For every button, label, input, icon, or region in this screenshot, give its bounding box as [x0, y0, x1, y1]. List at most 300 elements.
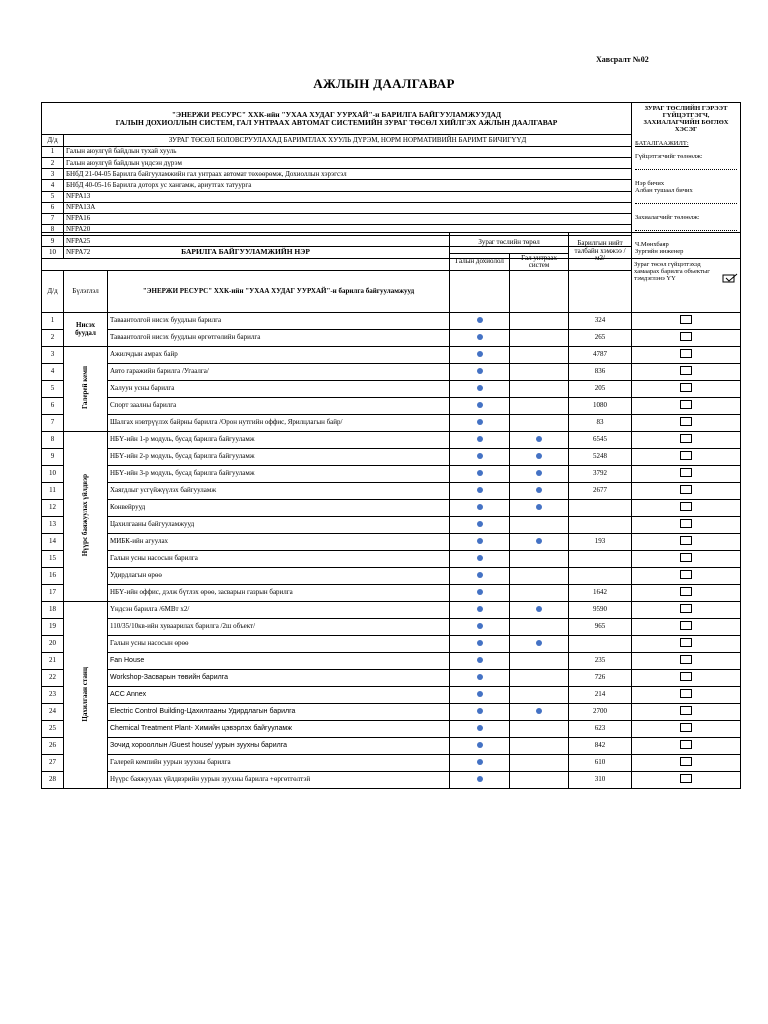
table-row — [42, 704, 741, 721]
norm-no: 7 — [42, 213, 64, 224]
fire-suppression-cell — [510, 534, 569, 551]
fire-alarm-marker — [477, 759, 483, 765]
norm-no: 10 — [42, 247, 64, 258]
fire-alarm-cell — [450, 500, 510, 517]
check-header: Зураг төсөл гүйцэтгэхэд хамаарах барилга объектыг тэмдэглэнэ ҮҮ — [634, 261, 710, 282]
norm-text: NFPA13A — [64, 202, 632, 213]
fire-alarm-marker — [477, 487, 483, 493]
table-row — [42, 670, 741, 687]
area-value — [569, 517, 632, 534]
building-name: Electric Control Building-Цахилгааны Удирдлагын барилга — [108, 704, 450, 721]
norm-text: NFPA25 — [64, 236, 632, 247]
area-value: 965 — [569, 619, 632, 636]
fire-suppression-cell — [510, 381, 569, 398]
building-name: НБҮ-ийн 2-р модуль, бусад барилга байгууламж — [108, 449, 450, 466]
building-name: Үндсэн барилга /6МВт x2/ — [108, 602, 450, 619]
select-cell — [632, 636, 741, 653]
row-number: 2 — [42, 330, 64, 347]
select-cell — [632, 398, 741, 415]
building-name: НБҮ-ийн 1-р модуль, бусад барилга байгууламж — [108, 432, 450, 449]
area-value: 6545 — [569, 432, 632, 449]
table-row — [42, 772, 741, 789]
table-row — [42, 585, 741, 602]
fire-alarm-marker — [477, 640, 483, 646]
select-cell — [632, 738, 741, 755]
select-cell — [632, 687, 741, 704]
select-checkbox[interactable] — [680, 519, 692, 528]
fire-suppression-marker — [536, 436, 542, 442]
building-name: Хаягдлыг усгүйжүүлэх байгууламж — [108, 483, 450, 500]
select-checkbox[interactable] — [680, 536, 692, 545]
select-checkbox[interactable] — [680, 502, 692, 511]
norm-no: 3 — [42, 169, 64, 180]
select-cell — [632, 551, 741, 568]
fire-suppression-cell — [510, 721, 569, 738]
table-row — [42, 738, 741, 755]
fire-alarm-marker — [477, 589, 483, 595]
norm-text: Галын аюулгүй байдлын үндсэн дүрэм — [64, 158, 632, 169]
fire-alarm-marker — [477, 742, 483, 748]
client-rep-label: Захиалагчийг төлөөлж: — [635, 214, 700, 222]
area-value: 83 — [569, 415, 632, 432]
fire-suppression-marker — [536, 606, 542, 612]
building-name: Авто гаражийн барилга /Угаалга/ — [108, 364, 450, 381]
fire-alarm-marker — [477, 657, 483, 663]
select-cell — [632, 381, 741, 398]
fire-suppression-cell — [510, 398, 569, 415]
building-name: Халуун усны барилга — [108, 381, 450, 398]
select-cell — [632, 432, 741, 449]
fire-alarm-marker — [477, 606, 483, 612]
fire-alarm-marker — [477, 402, 483, 408]
row-number: 12 — [42, 500, 64, 517]
select-checkbox[interactable] — [680, 655, 692, 664]
table-row — [42, 568, 741, 585]
fire-alarm-marker — [477, 453, 483, 459]
select-cell — [632, 772, 741, 789]
fire-alarm-cell — [450, 687, 510, 704]
select-cell — [632, 653, 741, 670]
row-number: 24 — [42, 704, 64, 721]
fire-suppression-marker — [536, 453, 542, 459]
norms-heading: ЗУРАГ ТӨСӨЛ БОЛОВСРУУЛАХАД БАРИМТЛАХ ХУУЛЬ ДҮРЭМ, НОРМ НОРМАТИВИЙН БАРИМТ БИЧИГҮҮД — [64, 135, 632, 147]
building-name-header: БАРИЛГА БАЙГУУЛАМЖИЙН НЭР — [42, 233, 450, 271]
select-checkbox[interactable] — [680, 332, 692, 341]
row-number: 28 — [42, 772, 64, 789]
norm-text: NFPA72 — [64, 247, 632, 258]
group-cell — [64, 347, 108, 432]
table-row — [42, 500, 741, 517]
building-name: Конвейрууд — [108, 500, 450, 517]
task-header-line2: ГАЛЫН ДОХИОЛЛЫН СИСТЕМ, ГАЛ УНТРААХ АВТОМАТ СИСТЕМИЙН ЗУРАГ ТӨСӨЛ ХИЙЛГЭХ АЖЛЫН ДААЛГАВАР — [115, 117, 558, 127]
norm-no: 6 — [42, 202, 64, 213]
row-number: 21 — [42, 653, 64, 670]
area-value — [569, 636, 632, 653]
select-cell — [632, 721, 741, 738]
fire-suppression-cell — [510, 704, 569, 721]
fire-alarm-marker — [477, 521, 483, 527]
select-cell — [632, 330, 741, 347]
select-cell — [632, 449, 741, 466]
fire-alarm-header: Галын дохиолол — [450, 254, 510, 271]
select-cell — [632, 602, 741, 619]
fire-alarm-marker — [477, 368, 483, 374]
row-number: 22 — [42, 670, 64, 687]
approval-title: ЗУРАГ ТӨСЛИЙН ГЭРЭЭТ ГҮЙЦЭТГЭГЧ, ЗАХИАЛАГЧИЙН БӨГЛӨХ ХЭСЭГ — [643, 105, 729, 134]
fire-suppression-cell — [510, 313, 569, 330]
area-value: 726 — [569, 670, 632, 687]
fire-suppression-header: Гал унтраах систем — [510, 254, 569, 271]
area-value: 1642 — [569, 585, 632, 602]
table-row — [42, 534, 741, 551]
fire-suppression-cell — [510, 432, 569, 449]
select-checkbox[interactable] — [680, 400, 692, 409]
select-checkbox[interactable] — [680, 638, 692, 647]
fire-alarm-marker — [477, 776, 483, 782]
table-row — [42, 517, 741, 534]
area-value: 214 — [569, 687, 632, 704]
area-value: 324 — [569, 313, 632, 330]
fire-alarm-cell — [450, 755, 510, 772]
fire-alarm-cell — [450, 432, 510, 449]
fire-alarm-marker — [477, 708, 483, 714]
fire-alarm-marker — [477, 725, 483, 731]
col-group-header: Бүлэглэл — [64, 271, 108, 313]
fire-alarm-cell — [450, 415, 510, 432]
norm-no: 8 — [42, 225, 64, 236]
buildings-rows — [42, 313, 741, 789]
row-number: 23 — [42, 687, 64, 704]
building-name: Удирдлагын өрөө — [108, 568, 450, 585]
select-cell — [632, 568, 741, 585]
area-value: 235 — [569, 653, 632, 670]
table-row — [42, 687, 741, 704]
building-name: Галерей кемпийн уурын зуухны барилга — [108, 755, 450, 772]
select-checkbox[interactable] — [680, 553, 692, 562]
table-row — [42, 449, 741, 466]
col-no-header: Д/д — [42, 271, 64, 313]
fire-alarm-marker — [477, 419, 483, 425]
fire-suppression-marker — [536, 708, 542, 714]
norm-no: 5 — [42, 191, 64, 202]
fire-suppression-cell — [510, 347, 569, 364]
fire-alarm-cell — [450, 483, 510, 500]
building-name: Fan House — [108, 653, 450, 670]
design-type-header: Зураг төслийн төрөл — [450, 233, 569, 254]
select-checkbox[interactable] — [680, 587, 692, 596]
fire-suppression-cell — [510, 415, 569, 432]
annex-label: Хавсралт №02 — [596, 55, 649, 64]
fire-suppression-cell — [510, 500, 569, 517]
group-cell — [64, 432, 108, 602]
select-checkbox[interactable] — [680, 706, 692, 715]
fire-alarm-cell — [450, 330, 510, 347]
select-cell — [632, 347, 741, 364]
fire-suppression-cell — [510, 670, 569, 687]
area-value: 610 — [569, 755, 632, 772]
checkmark-icon — [722, 273, 738, 283]
building-name: Галын усны насосын барилга — [108, 551, 450, 568]
name-sign-label: Нэр бичих — [635, 179, 665, 187]
table-row — [42, 398, 741, 415]
fire-alarm-cell — [450, 347, 510, 364]
building-name: НБҮ-ийн 3-р модуль, бусад барилга байгууламж — [108, 466, 450, 483]
group-label: Нүүрс баяжуулах үйлдвэр — [80, 474, 89, 557]
norm-no: 9 — [42, 236, 64, 247]
norms-col-no: Д/д — [42, 135, 64, 147]
fire-alarm-cell — [450, 364, 510, 381]
fire-alarm-marker — [477, 436, 483, 442]
row-number: 18 — [42, 602, 64, 619]
area-value: 193 — [569, 534, 632, 551]
contractor-sign-line[interactable] — [635, 160, 737, 170]
building-name: Галын усны насосын өрөө — [108, 636, 450, 653]
fire-alarm-cell — [450, 772, 510, 789]
fire-suppression-marker — [536, 640, 542, 646]
select-cell — [632, 755, 741, 772]
fire-suppression-cell — [510, 687, 569, 704]
building-name: Chemical Treatment Plant- Химийн цэвэрлэх байгууламж — [108, 721, 450, 738]
building-name: 110/35/10кв-ийн хуваарилах барилга /2ш объект/ — [108, 619, 450, 636]
area-value: 310 — [569, 772, 632, 789]
fire-alarm-marker — [477, 572, 483, 578]
fire-suppression-cell — [510, 330, 569, 347]
table-row — [42, 721, 741, 738]
table-row — [42, 415, 741, 432]
fire-suppression-cell — [510, 449, 569, 466]
table-row — [42, 313, 741, 330]
select-cell — [632, 466, 741, 483]
row-number: 15 — [42, 551, 64, 568]
fire-alarm-cell — [450, 466, 510, 483]
area-value: 1080 — [569, 398, 632, 415]
select-checkbox[interactable] — [680, 485, 692, 494]
fire-alarm-marker — [477, 470, 483, 476]
table-row — [42, 619, 741, 636]
select-cell — [632, 619, 741, 636]
table-row — [42, 432, 741, 449]
area-value: 3792 — [569, 466, 632, 483]
area-value: 5248 — [569, 449, 632, 466]
position-sign-line[interactable] — [635, 194, 737, 204]
fire-alarm-marker — [477, 674, 483, 680]
contractor-rep-label: Гүйцэтгэгчийг төлөөлж: — [635, 152, 703, 160]
fire-alarm-marker — [477, 504, 483, 510]
fire-alarm-marker — [477, 691, 483, 697]
fire-alarm-marker — [477, 538, 483, 544]
norm-text: БНбД 21-04-05 Барилга байгууламжийн гал унтраах автомат төхөөрөмж, Дохиоллын хэрэгсэл — [64, 169, 632, 180]
select-checkbox[interactable] — [680, 672, 692, 681]
fire-alarm-marker — [477, 555, 483, 561]
select-cell — [632, 313, 741, 330]
fire-suppression-marker — [536, 487, 542, 493]
row-number: 10 — [42, 466, 64, 483]
fire-suppression-cell — [510, 568, 569, 585]
area-value: 4787 — [569, 347, 632, 364]
table-row — [42, 347, 741, 364]
select-checkbox[interactable] — [680, 383, 692, 392]
fire-alarm-cell — [450, 585, 510, 602]
group-label: Галерей кемп — [80, 366, 89, 410]
check-header-cell — [632, 233, 741, 313]
row-number: 16 — [42, 568, 64, 585]
fire-suppression-cell — [510, 364, 569, 381]
col-title-header: "ЭНЕРЖИ РЕСУРС" ХХК-ийн "УХАА ХУДАГ УУРХАЙ"-н барилга байгууламжууд — [108, 271, 450, 313]
select-cell — [632, 704, 741, 721]
fire-suppression-cell — [510, 551, 569, 568]
row-number: 14 — [42, 534, 64, 551]
building-name: ACC Annex — [108, 687, 450, 704]
select-cell — [632, 483, 741, 500]
select-cell — [632, 364, 741, 381]
building-name: Шалгах нэвтрүүлэх байрны барилга /Орон нутгийн оффис, Ярилцлагын байр/ — [108, 415, 450, 432]
row-number: 6 — [42, 398, 64, 415]
row-number: 4 — [42, 364, 64, 381]
select-checkbox[interactable] — [680, 689, 692, 698]
fire-alarm-cell — [450, 653, 510, 670]
fire-suppression-cell — [510, 619, 569, 636]
fire-suppression-cell — [510, 755, 569, 772]
row-number: 20 — [42, 636, 64, 653]
select-checkbox[interactable] — [680, 723, 692, 732]
select-checkbox[interactable] — [680, 451, 692, 460]
buildings-table — [41, 232, 741, 789]
area-value — [569, 568, 632, 585]
row-number: 13 — [42, 517, 64, 534]
fire-alarm-cell — [450, 721, 510, 738]
building-name: Таваантолгой нисэх буудлын өргөтгөлийн барилга — [108, 330, 450, 347]
task-header — [42, 103, 632, 135]
table-row — [42, 330, 741, 347]
table-row — [42, 551, 741, 568]
select-checkbox[interactable] — [680, 740, 692, 749]
fire-suppression-cell — [510, 738, 569, 755]
select-cell — [632, 585, 741, 602]
fire-suppression-cell — [510, 483, 569, 500]
select-cell — [632, 415, 741, 432]
row-number: 17 — [42, 585, 64, 602]
position-sign-label: Албан тушаал бичих — [635, 186, 693, 194]
norm-no: 2 — [42, 158, 64, 169]
building-name: Спорт заалны барилга — [108, 398, 450, 415]
select-checkbox[interactable] — [680, 468, 692, 477]
fire-suppression-cell — [510, 466, 569, 483]
fire-alarm-cell — [450, 381, 510, 398]
table-row — [42, 636, 741, 653]
fire-suppression-cell — [510, 585, 569, 602]
select-checkbox[interactable] — [680, 315, 692, 324]
fire-alarm-marker — [477, 317, 483, 323]
select-cell — [632, 534, 741, 551]
client-position: Зургийн инженер — [635, 248, 684, 256]
fire-alarm-cell — [450, 568, 510, 585]
row-number: 7 — [42, 415, 64, 432]
area-value: 2677 — [569, 483, 632, 500]
fire-alarm-marker — [477, 623, 483, 629]
select-checkbox[interactable] — [680, 434, 692, 443]
norm-no: 1 — [42, 147, 64, 158]
norm-text: NFPA20 — [64, 225, 632, 236]
building-name: Ажилчдын амрах байр — [108, 347, 450, 364]
row-number: 1 — [42, 313, 64, 330]
row-number: 26 — [42, 738, 64, 755]
select-cell — [632, 500, 741, 517]
area-value: 842 — [569, 738, 632, 755]
select-cell — [632, 517, 741, 534]
fire-suppression-cell — [510, 636, 569, 653]
row-number: 27 — [42, 755, 64, 772]
client-sign-line[interactable] — [635, 221, 737, 231]
select-checkbox[interactable] — [680, 621, 692, 630]
select-checkbox[interactable] — [680, 757, 692, 766]
group-cell — [64, 313, 108, 347]
select-checkbox[interactable] — [680, 417, 692, 426]
select-checkbox[interactable] — [680, 604, 692, 613]
select-checkbox[interactable] — [680, 774, 692, 783]
group-label: Нисэх буудал — [75, 321, 96, 337]
select-checkbox[interactable] — [680, 366, 692, 375]
fire-suppression-cell — [510, 653, 569, 670]
row-number: 5 — [42, 381, 64, 398]
task-header-line1: "ЭНЕРЖИ РЕСУРС" ХХК-ийн "УХАА ХУДАГ УУРХАЙ"-н БАРИЛГА БАЙГУУЛАМЖУУДАД — [171, 109, 502, 119]
row-number: 19 — [42, 619, 64, 636]
building-name: Таваантолгой нисэх буудлын барилга — [108, 313, 450, 330]
row-number: 25 — [42, 721, 64, 738]
fire-alarm-cell — [450, 704, 510, 721]
fire-alarm-cell — [450, 602, 510, 619]
fire-alarm-cell — [450, 636, 510, 653]
norm-text: БНбД 40-05-16 Барилга доторх ус хангамж, ариутгах татуурга — [64, 180, 632, 191]
fire-alarm-cell — [450, 670, 510, 687]
select-checkbox[interactable] — [680, 570, 692, 579]
fire-suppression-marker — [536, 470, 542, 476]
table-row — [42, 602, 741, 619]
client-name: Ч.Мөнхбаяр — [635, 241, 669, 249]
table-row — [42, 364, 741, 381]
select-cell — [632, 670, 741, 687]
fire-suppression-marker — [536, 504, 542, 510]
group-cell — [64, 602, 108, 789]
area-value: 623 — [569, 721, 632, 738]
select-checkbox[interactable] — [680, 349, 692, 358]
fire-suppression-marker — [536, 538, 542, 544]
fire-alarm-cell — [450, 449, 510, 466]
row-number: 8 — [42, 432, 64, 449]
fire-suppression-cell — [510, 772, 569, 789]
area-header: Барилгын нийт талбайн хэмжээ /м2/ — [569, 233, 632, 271]
building-name: НБҮ-ийн оффис, дэлж бүтлэх өрөө, засварын газрын барилга — [108, 585, 450, 602]
document-title: АЖЛЫН ДААЛГАВАР — [313, 76, 455, 91]
norm-text: Галын аюулгүй байдлын тухай хууль — [64, 147, 632, 158]
norm-text: NFPA13 — [64, 191, 632, 202]
area-value: 265 — [569, 330, 632, 347]
row-number: 11 — [42, 483, 64, 500]
row-number: 3 — [42, 347, 64, 364]
fire-suppression-cell — [510, 517, 569, 534]
fire-alarm-cell — [450, 534, 510, 551]
group-label: Цахилгаан станц — [80, 666, 89, 722]
area-value: 2700 — [569, 704, 632, 721]
building-name: Зочид хорооллын /Guest house/ уурын зуухны барилга — [108, 738, 450, 755]
table-row — [42, 381, 741, 398]
area-value — [569, 500, 632, 517]
fire-alarm-cell — [450, 517, 510, 534]
area-value: 9590 — [569, 602, 632, 619]
table-row — [42, 466, 741, 483]
fire-alarm-cell — [450, 313, 510, 330]
fire-alarm-cell — [450, 551, 510, 568]
fire-alarm-cell — [450, 398, 510, 415]
